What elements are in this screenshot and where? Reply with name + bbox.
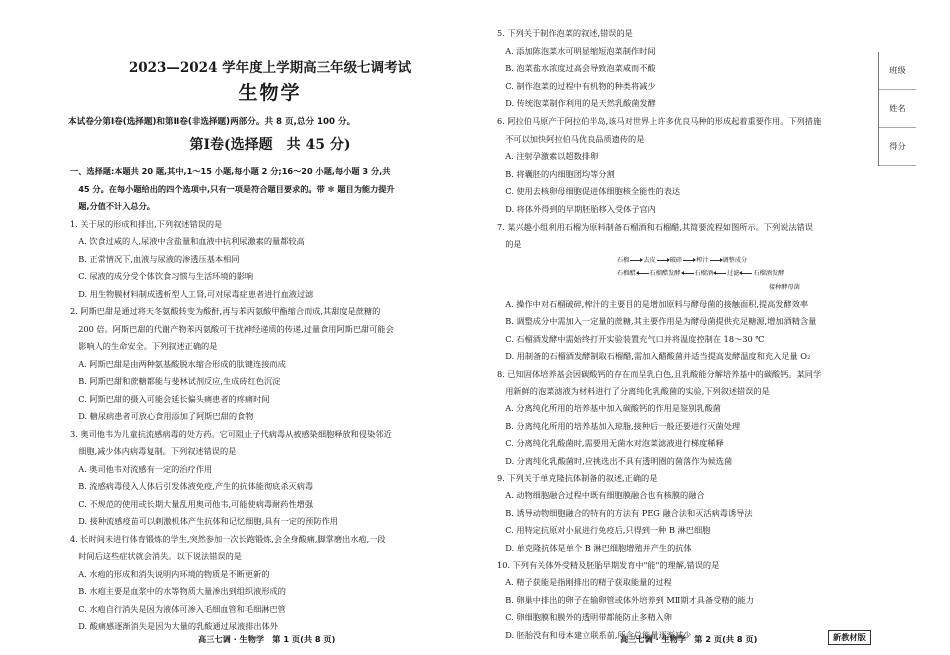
text-line: A. 奥司他韦对流感有一定的治疗作用 <box>70 463 213 474</box>
flow-node: 石榴酒 <box>694 270 714 277</box>
text-line: 9. 下列关于单克隆抗体制备的叙述,正确的是 <box>497 473 658 483</box>
flow-node: 调整成分 <box>722 257 748 264</box>
text-line: D. 单克隆抗体是单个 B 淋巴细胞增殖并产生的抗体 <box>497 542 692 553</box>
flow-node: 石榴 <box>617 257 630 264</box>
text-line: 时间后这些症状就会消失。以下说法错误的是 <box>70 551 242 561</box>
text-line: B. 卵巢中排出的卵子在输卵管或体外培养到 MⅡ期才具备受精的能力 <box>497 594 755 605</box>
text-line: A. 水疱的形成和消失说明内环境的物质是不断更新的 <box>70 568 270 579</box>
text-line: A. 注射孕激素以超数排卵 <box>497 151 599 162</box>
text-line: B. 流感病毒侵入人体后引发体液免疫,产生的抗体能彻底杀灭病毒 <box>70 481 314 491</box>
text-line: D. 用生物膜材料制成透析型人工肾,可对尿毒症患者进行血液过滤 <box>70 288 314 299</box>
text-line: 细胞,减少体内病毒复制。下列叙述错误的是 <box>70 446 237 456</box>
text-line: 7. 某兴趣小组利用石榴为原料制备石榴酒和石榴醋,其简要流程如图所示。下列说法错误 <box>497 221 813 232</box>
text-line: B. 诱导动物细胞融合的特有的方法有 PEG 融合法和灭活病毒诱导法 <box>497 507 753 518</box>
text-line: D. 酸痛感逐渐消失是因为大量的乳酸通过尿液排出体外 <box>70 621 278 631</box>
text-line: 1. 关于尿的形成和排出,下列叙述错误的是 <box>70 218 223 229</box>
text-line: A. 精子获能是指刚排出的精子获取能量的过程 <box>497 577 672 588</box>
score-field[interactable]: 得分 <box>879 128 916 166</box>
text-line: A. 分离纯化所用的培养基中加入碳酸钙的作用是鉴别乳酸菌 <box>497 403 721 414</box>
flow-node: 石榴酒发酵 <box>753 270 785 277</box>
text-line: D. 胚胎没有和母本建立联系前,所含总能量逐渐减少 <box>497 629 692 640</box>
text-line: D. 用制备的石榴酒发酵制取石榴醋,需加入醋酸菌并适当提高发酵温度和充入足量 O₂ <box>497 351 811 362</box>
text-line: C. 制作泡菜的过程中有机物的种类将减少 <box>497 80 656 91</box>
flow-row-2 <box>617 270 784 278</box>
text-line: 3. 奥司他韦为儿童抗流感病毒的处方药。它可阻止子代病毒从被感染细胞释放和侵染邻近 <box>70 428 392 439</box>
text-line: 6. 阿拉伯马原产于阿拉伯半岛,该马对世界上许多优良马种的形成起着重要作用。下列措施 <box>497 116 822 126</box>
flow-node: 石榴醋发酵 <box>649 270 681 277</box>
text-line: 200 倍。阿斯巴甜的代谢产物苯丙氨酸可干扰神经递质的传递,过量食用阿斯巴甜可能会 <box>70 323 394 334</box>
text-line: 不可以加快阿拉伯马优良品质遗传的是 <box>497 133 645 144</box>
flow-node: 榨汁 <box>696 257 709 264</box>
subject-title: 生物学 <box>238 82 302 104</box>
text-line: C. 使用去核卵母细胞促进体细胞核全能性的表达 <box>497 186 681 197</box>
text-line: B. 水疱主要是血浆中的水等物质大量渗出到组织液形成的 <box>70 586 286 596</box>
text-line: 2. 阿斯巴甜是通过将天冬氨酸转变为酸酐,再与苯丙氨酸甲酯缩合而成,其甜度是蔗糖的 <box>70 306 381 316</box>
name-field[interactable]: 姓名 <box>879 90 916 128</box>
side-panel <box>878 52 916 166</box>
text-line: B. 泡菜盐水浓度过高会导致泡菜咸而不酸 <box>497 63 656 74</box>
text-line: A. 操作中对石榴破碎,榨汁的主要目的是增加原料与酵母菌的接触面积,提高发酵效率 <box>497 299 809 309</box>
flow-bottom: 接种酵母菌 <box>769 284 800 291</box>
text-line: B. 正常情况下,血液与尿液的渗透压基本相同 <box>70 253 240 264</box>
flow-node: 去皮 <box>643 257 656 264</box>
flow-node: 过滤 <box>727 270 740 277</box>
text-line: C. 石榴酒发酵中需始终打开实验装置充气口并将温度控制在 18～30 ℃ <box>497 333 765 344</box>
text-line: 题,分值不计入总分。 <box>70 201 155 211</box>
text-line: 的是 <box>497 239 522 250</box>
text-line: B. 阿斯巴甜和蔗糖都能与斐林试剂反应,生成砖红色沉淀 <box>70 376 281 386</box>
text-line: C. 阿斯巴甜的摄入可能会延长偏头痛患者的疼痛时间 <box>70 393 270 404</box>
text-line: D. 将体外得到的早期胚胎移入受体子宫内 <box>497 204 656 214</box>
text-line: B. 分离纯化所用的培养基加入琼脂,接种后一般还要进行灭菌处理 <box>497 420 741 431</box>
text-line: D. 分离纯化乳酸菌时,应挑选出不具有透明圈的菌落作为候选菌 <box>497 455 733 466</box>
text-line: C. 水疱自行消失是因为液体可渗入毛细血管和毛细淋巴管 <box>70 603 286 614</box>
text-line: C. 尿液的成分受个体饮食习惯与生活环境的影响 <box>70 271 254 281</box>
text-line: A. 动物细胞融合过程中既有细胞膜融合也有核膜的融合 <box>497 490 705 501</box>
text-line: 影响人的生命安全。下列叙述正确的是 <box>70 341 218 351</box>
text-line: 8. 已知固体培养基会因碳酸钙的存在而呈乳白色,且乳酸能分解培养基中的碳酸钙。某同学 <box>497 368 822 379</box>
part-title: 第Ⅰ卷(选择题 共 45 分) <box>189 137 351 153</box>
text-line: C. 不规范的使用或长期大量乱用奥司他韦,可能使病毒耐药性增强 <box>70 498 314 509</box>
text-line: D. 接种流感疫苗可以刺激机体产生抗体和记忆细胞,具有一定的预防作用 <box>70 516 338 526</box>
text-line: A. 添加陈泡菜水可明显缩短泡菜制作时间 <box>497 45 656 56</box>
text-line: 10. 下列有关体外受精及胚胎早期发育中"能"的理解,错误的是 <box>497 560 720 570</box>
text-line: A. 饮食过咸的人,尿液中含盐量和血液中抗利尿激素的量都较高 <box>70 236 305 246</box>
text-line: B. 调整成分中需加入一定量的蔗糖,其主要作用是为酵母菌提供充足糖源,增加酒精含量 <box>497 316 817 327</box>
class-field[interactable]: 班级 <box>879 52 916 90</box>
flow-node: 破碎 <box>669 257 683 264</box>
flow-node: 石榴醋 <box>617 270 636 277</box>
text-line: 4. 长时间未进行体育锻炼的学生,突然参加一次长跑锻炼,会全身酸痛,脚掌磨出水疱,一段 <box>70 533 386 544</box>
text-line: 45 分。在每小题给出的四个选项中,只有一项是符合题目要求的。带 ✻ 题目为能力提升 <box>70 183 395 194</box>
footer-left: 高三七调 · 生物学 第 1 页(共 8 页) <box>198 634 336 644</box>
text-line: D. 传统泡菜制作利用的是天然乳酸菌发酵 <box>497 98 656 109</box>
edition-badge: 新教材版 <box>828 630 871 645</box>
text-line: C. 分离纯化乳酸菌时,需要用无菌水对泡菜滤液进行梯度稀释 <box>497 438 724 449</box>
text-line: 5. 下列关于制作泡菜的叙述,错误的是 <box>497 28 633 38</box>
text-line: 一、选择题:本题共 20 题,其中,1～15 小题,每小题 2 分;16～20 小题,每小题 3 分,共 <box>70 166 391 176</box>
text-line: C. 用特定抗原对小鼠进行免疫后,只得到一种 B 淋巴细胞 <box>497 525 711 536</box>
text-line: D. 糖尿病患者可放心食用添加了阿斯巴甜的食物 <box>70 411 254 421</box>
footer-right: 高三七调 · 生物学 第 2 页(共 8 页) <box>620 634 758 644</box>
exam-title: 2023—2024 学年度上学期高三年级七调考试 <box>128 60 412 76</box>
text-line: C. 卵细胞膜和膜外的透明带都能防止多精入卵 <box>497 612 672 623</box>
exam-note: 本试卷分第Ⅰ卷(选择题)和第Ⅱ卷(非选择题)两部分。共 8 页,总分 100 分。 <box>68 117 356 127</box>
text-line: 用新鲜的泡菜滤液为材料进行了分离纯化乳酸菌的实验,下列叙述错误的是 <box>497 386 770 396</box>
flow-row-1 <box>617 257 747 265</box>
text-line: B. 将囊胚的内细胞团均等分割 <box>497 168 615 179</box>
text-line: A. 阿斯巴甜是由两种氨基酸脱水缩合形成的肽键连接而成 <box>70 358 286 369</box>
